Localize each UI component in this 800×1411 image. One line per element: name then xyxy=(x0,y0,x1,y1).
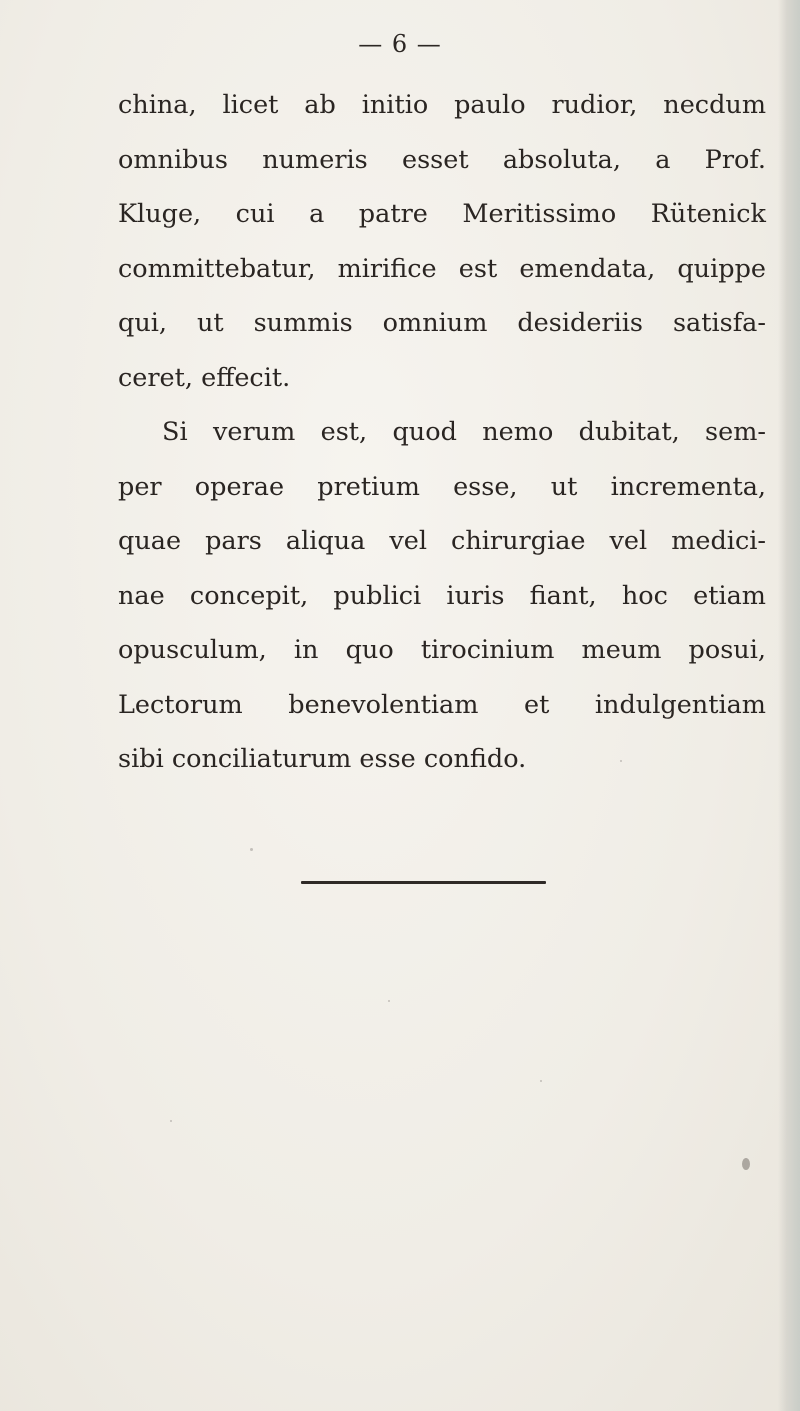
text-line: china, licet ab initio paulo rudior, necdum xyxy=(118,90,766,120)
paper-speck xyxy=(170,1120,172,1122)
paper-speck xyxy=(620,760,622,762)
text-line: Kluge, cui a patre Meritissimo Rütenick xyxy=(118,199,766,229)
paper-speck xyxy=(250,848,253,851)
text-line: omnibus numeris esset absoluta, a Prof. xyxy=(118,144,766,175)
body-text xyxy=(118,78,766,787)
page-edge-shadow xyxy=(778,0,800,1411)
paper-speck xyxy=(742,1158,750,1170)
text-line: qui, ut summis omnium desideriis satisfa- xyxy=(118,308,766,338)
text-line: opusculum, in quo tirocinium meum posui, xyxy=(118,635,766,665)
text-line: nae concepit, publici iuris fiant, hoc etiam xyxy=(118,580,766,611)
paragraph-end-line: sibi conciliaturum esse confido. xyxy=(118,744,527,774)
text-line: Lectorum benevolentiam et indulgentiam xyxy=(118,689,766,720)
paper-speck xyxy=(388,1000,390,1002)
paragraph-end-line: ceret, effecit. xyxy=(118,362,291,393)
paragraph-start-line: Si verum est, quod nemo dubitat, sem- xyxy=(162,417,766,447)
text-line: per operae pretium esse, ut incrementa, xyxy=(118,471,766,502)
end-rule xyxy=(301,881,546,884)
paper-speck xyxy=(540,1080,542,1082)
text-line: quae pars aliqua vel chirurgiae vel medici- xyxy=(118,526,766,556)
page-number: — 6 — xyxy=(358,30,442,58)
text-line: committebatur, mirifice est emendata, quippe xyxy=(118,253,766,284)
